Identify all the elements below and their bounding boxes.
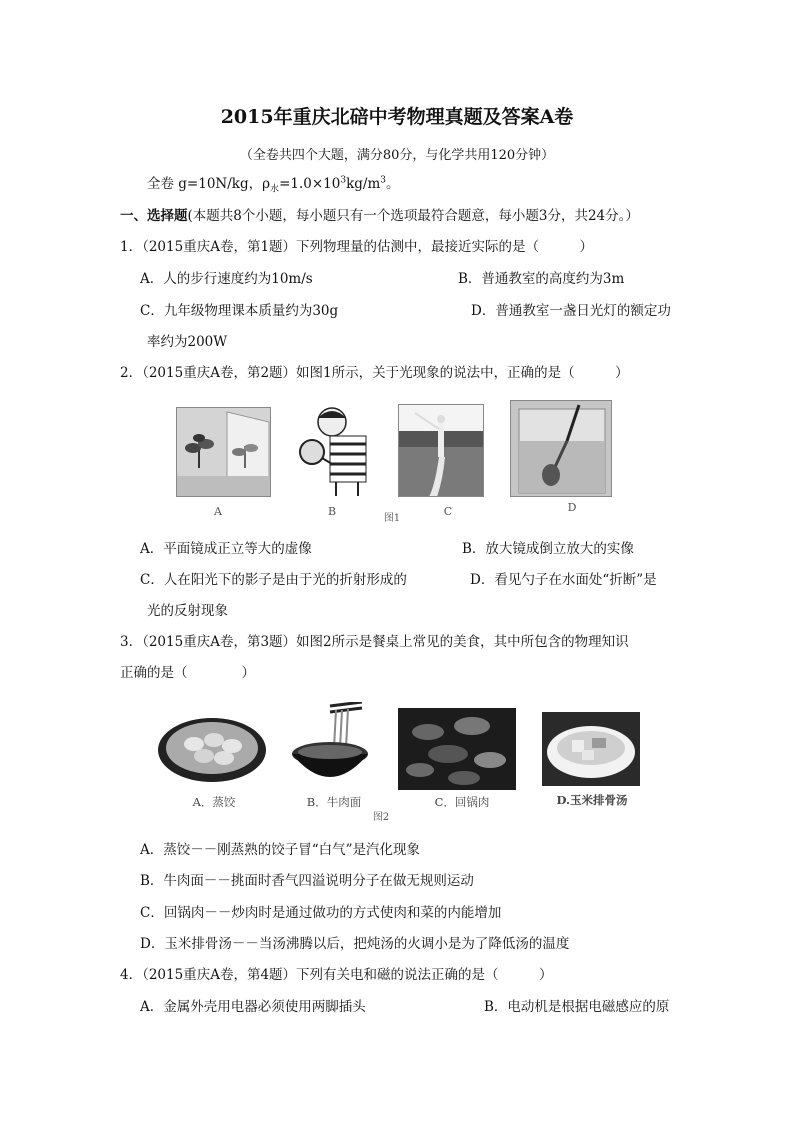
figure1-image-d-spoon [510,400,612,497]
page-title: 2015年重庆北碚中考物理真题及答案A卷 [220,106,574,128]
figure2-image-d-corn-rib-soup [542,712,640,786]
q3-stem-line2: 正确的是（ ） [120,665,255,681]
q3-option-c: C．回锅肉－－炒肉时是通过做功的方式使肉和菜的内能增加 [140,905,502,921]
q1-option-d-continued: 率约为200W [147,334,228,350]
q2-option-d: D．看见勺子在水面处“折断”是 [470,572,657,588]
figure1-image-a-mirror [176,407,271,497]
q2-option-d-continued: 光的反射现象 [147,603,228,619]
figure1-label-b: B [327,505,337,518]
q1-option-b: B．普通教室的高度约为3m [458,271,625,287]
q1-stem: 1．（2015重庆A卷，第1题）下列物理量的估测中，最接近实际的是（ ） [120,239,594,255]
figure1-label-d: D [567,501,577,514]
figure2-label-d: D.玉米排骨汤 [556,793,628,807]
figure2-image-b-beef-noodles [290,702,372,788]
q3-stem-line1: 3．（2015重庆A卷，第3题）如图2所示是餐桌上常见的美食，其中所包含的物理知识 [120,634,629,650]
q1-option-d: D．普通教室一盏日光灯的额定功 [471,303,671,319]
q3-option-a: A．蒸饺－－刚蒸熟的饺子冒“白气”是汽化现象 [140,842,421,858]
constants-unit: kg/m [346,176,381,192]
figure2-image-a-dumplings [156,712,268,784]
figure1-image-b-magnifier [292,400,380,497]
figure2-label-b: B．牛肉面 [306,795,362,809]
q1-option-c: C．九年级物理课本质量约为30g [140,303,339,319]
constants-prefix: 全卷 g=10N/kg，ρ [147,176,271,192]
section-title: 一、选择题 [120,208,188,224]
figure1-label-a: A [214,505,222,518]
constants-line [147,174,399,194]
q1-option-a: A．人的步行速度约为10m/s [140,271,313,287]
q2-option-b: B．放大镜成倒立放大的实像 [462,541,634,557]
q2-option-c: C．人在阳光下的影子是由于光的折射形成的 [140,572,407,588]
figure2-caption: 图2 [372,812,390,823]
constants-end: 。 [385,176,400,192]
exam-info: （全卷共四个大题，满分80分，与化学共用120分钟） [239,148,555,163]
q4-option-a: A．金属外壳用电器必须使用两脚插头 [140,999,366,1015]
figure2-label-c: C．回锅肉 [434,795,490,809]
figure2-label-a: A．蒸饺 [192,795,236,809]
constants-exponent: 3 [340,175,347,186]
figure1-caption: 图1 [383,513,401,524]
section-description: (本题共8个小题，每小题只有一个选项最符合题意，每小题3分，共24分。） [187,208,639,224]
constants-mid: =1.0×10 [279,176,341,192]
figure2-image-c-twice-cooked-pork [398,708,516,790]
q4-stem: 4．（2015重庆A卷，第4题）下列有关电和磁的说法正确的是（ ） [120,967,553,983]
q2-option-a: A．平面镜成正立等大的虚像 [140,541,312,557]
section-heading [120,206,639,226]
q4-option-b: B．电动机是根据电磁感应的原 [484,999,670,1015]
figure1-image-c-shadow [398,404,484,497]
q3-option-b: B．牛肉面－－挑面时香气四溢说明分子在做无规则运动 [140,873,474,889]
q2-stem: 2．（2015重庆A卷，第2题）如图1所示，关于光现象的说法中，正确的是（ ） [120,365,629,381]
constants-unit-exponent: 3 [380,175,386,186]
rho-subscript: 水 [270,184,280,195]
figure1-label-c: C [443,505,453,518]
q3-option-d: D．玉米排骨汤－－当汤沸腾以后，把炖汤的火调小是为了降低汤的温度 [140,936,570,952]
